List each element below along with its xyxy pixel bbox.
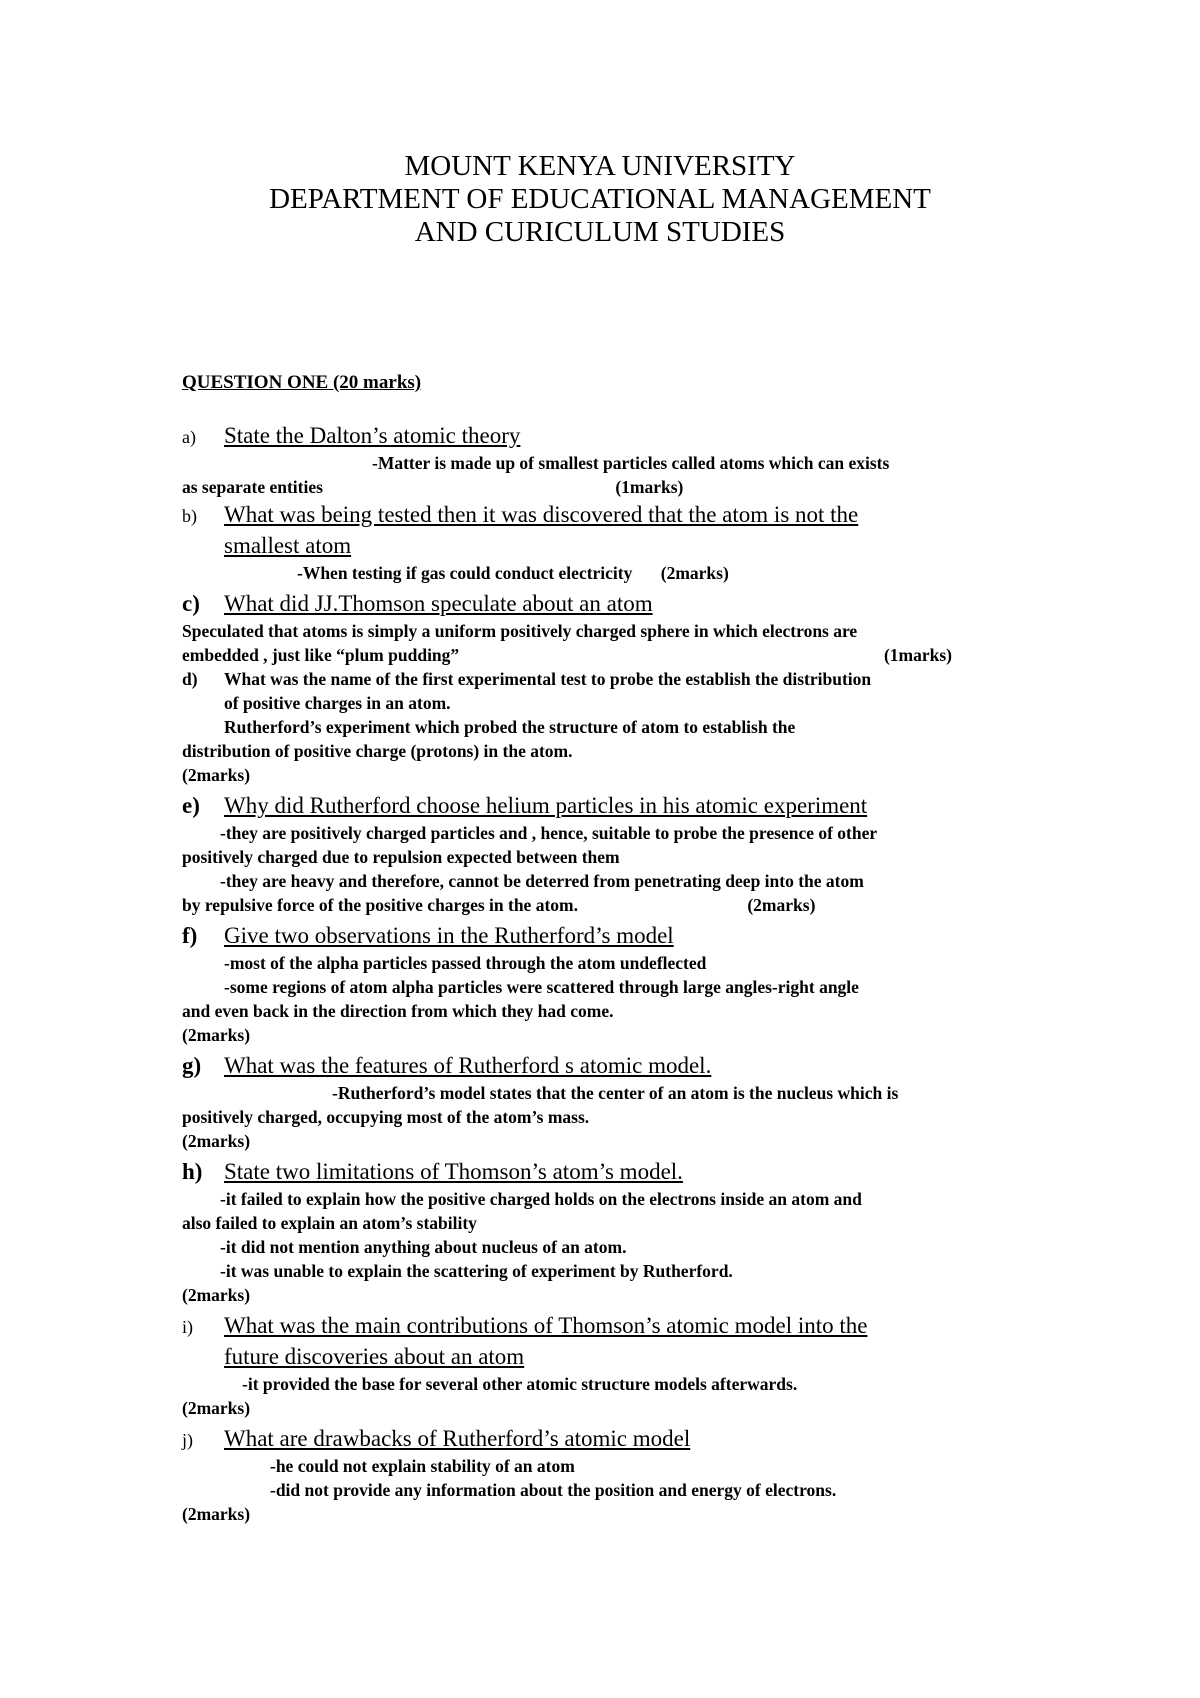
question-item-j (182, 1423, 1042, 1526)
question-item-a (182, 420, 1042, 499)
question-label: g) (182, 1053, 202, 1078)
question-text: What was the features of Rutherford s atomic model. (224, 1053, 712, 1078)
answer-text: by repulsive force of the positive charges in the atom. (182, 895, 578, 915)
question-text: State the Dalton’s atomic theory (224, 423, 521, 448)
marks: (2marks) (747, 895, 816, 915)
marks: (2marks) (182, 1504, 251, 1524)
answer-line: -they are positively charged particles and , hence, suitable to probe the presence of other (220, 823, 878, 843)
answer-line: also failed to explain an atom’s stability (182, 1213, 477, 1233)
answer-line: positively charged due to repulsion expected between them (182, 847, 620, 867)
question-text: What was the name of the first experimental test to probe the establish the distribution (224, 669, 872, 689)
answer-line: -it provided the base for several other atomic structure models afterwards. (242, 1374, 798, 1394)
question-label: f) (182, 923, 198, 948)
marks: (2marks) (182, 1398, 251, 1418)
question-text: smallest atom (224, 533, 352, 558)
answer-line (182, 561, 1042, 585)
question-item-b (182, 499, 1042, 585)
question-text: State two limitations of Thomson’s atom’s model. (224, 1159, 683, 1184)
answer-line: distribution of positive charge (protons) in the atom. (182, 741, 573, 761)
question-label: e) (182, 793, 200, 818)
answer-text: -When testing if gas could conduct electricity (297, 563, 633, 583)
question-text: What did JJ.Thomson speculate about an atom (224, 591, 653, 616)
marks: (2marks) (182, 765, 251, 785)
document-header (0, 150, 1200, 249)
question-item-c (182, 588, 1042, 667)
question-item-g (182, 1050, 1042, 1153)
question-text: Why did Rutherford choose helium particles in his atomic experiment (224, 793, 868, 818)
marks: (2marks) (182, 1025, 251, 1045)
answer-line (182, 893, 1042, 917)
answer-line: -he could not explain stability of an atom (270, 1456, 575, 1476)
question-item-d (182, 667, 1042, 787)
header-studies: AND CURICULUM STUDIES (414, 216, 786, 248)
answer-line (182, 475, 1042, 499)
answer-line: -it did not mention anything about nucleus of an atom. (220, 1237, 627, 1257)
question-label: i) (182, 1317, 193, 1337)
question-label: a) (182, 427, 196, 447)
answer-line: positively charged, occupying most of the atom’s mass. (182, 1107, 590, 1127)
question-label: c) (182, 591, 200, 616)
question-heading: QUESTION ONE (20 marks) (182, 372, 422, 393)
question-item-h (182, 1156, 1042, 1307)
question-label: h) (182, 1159, 203, 1184)
answer-line: -Rutherford’s model states that the center of an atom is the nucleus which is (332, 1083, 899, 1103)
answer-line (182, 643, 1042, 667)
question-label: d) (182, 669, 198, 689)
answer-line: -most of the alpha particles passed through the atom undeflected (224, 953, 707, 973)
question-text: What are drawbacks of Rutherford’s atomic model (224, 1426, 691, 1451)
answer-line: Speculated that atoms is simply a uniform positively charged sphere in which electrons are (182, 621, 858, 641)
marks: (2marks) (660, 563, 729, 583)
marks: (2marks) (182, 1131, 251, 1151)
answer-line: -it failed to explain how the positive charged holds on the electrons inside an atom and (220, 1189, 862, 1209)
question-text: What was the main contributions of Thomson’s atomic model into the (224, 1313, 868, 1338)
question-item-e (182, 790, 1042, 917)
question-text: future discoveries about an atom (224, 1344, 525, 1369)
question-label: j) (182, 1430, 193, 1450)
question-item-f (182, 920, 1042, 1047)
question-item-i (182, 1310, 1042, 1420)
question-label: b) (182, 506, 197, 526)
answer-line: -did not provide any information about the position and energy of electrons. (270, 1480, 837, 1500)
answer-text: embedded , just like “plum pudding” (182, 645, 460, 665)
question-text: Give two observations in the Rutherford’s model (224, 923, 674, 948)
answer-line: Rutherford’s experiment which probed the structure of atom to establish the (224, 717, 796, 737)
header-department: DEPARTMENT OF EDUCATIONAL MANAGEMENT (269, 183, 931, 215)
question-text: What was being tested then it was discovered that the atom is not the (224, 502, 859, 527)
question-list (182, 420, 1042, 1526)
answer-line: -it was unable to explain the scattering of experiment by Rutherford. (220, 1261, 733, 1281)
answer-line: -they are heavy and therefore, cannot be deterred from penetrating deep into the atom (220, 871, 864, 891)
marks: (1marks) (615, 477, 684, 497)
marks: (2marks) (182, 1285, 251, 1305)
answer-line: and even back in the direction from which they had come. (182, 1001, 614, 1021)
question-text: of positive charges in an atom. (224, 693, 451, 713)
answer-text: as separate entities (182, 477, 323, 497)
answer-line: -Matter is made up of smallest particles called atoms which can exists (372, 453, 890, 473)
header-university: MOUNT KENYA UNIVERSITY (404, 150, 796, 182)
marks: (1marks) (883, 645, 952, 665)
answer-line: -some regions of atom alpha particles were scattered through large angles-right angle (224, 977, 859, 997)
